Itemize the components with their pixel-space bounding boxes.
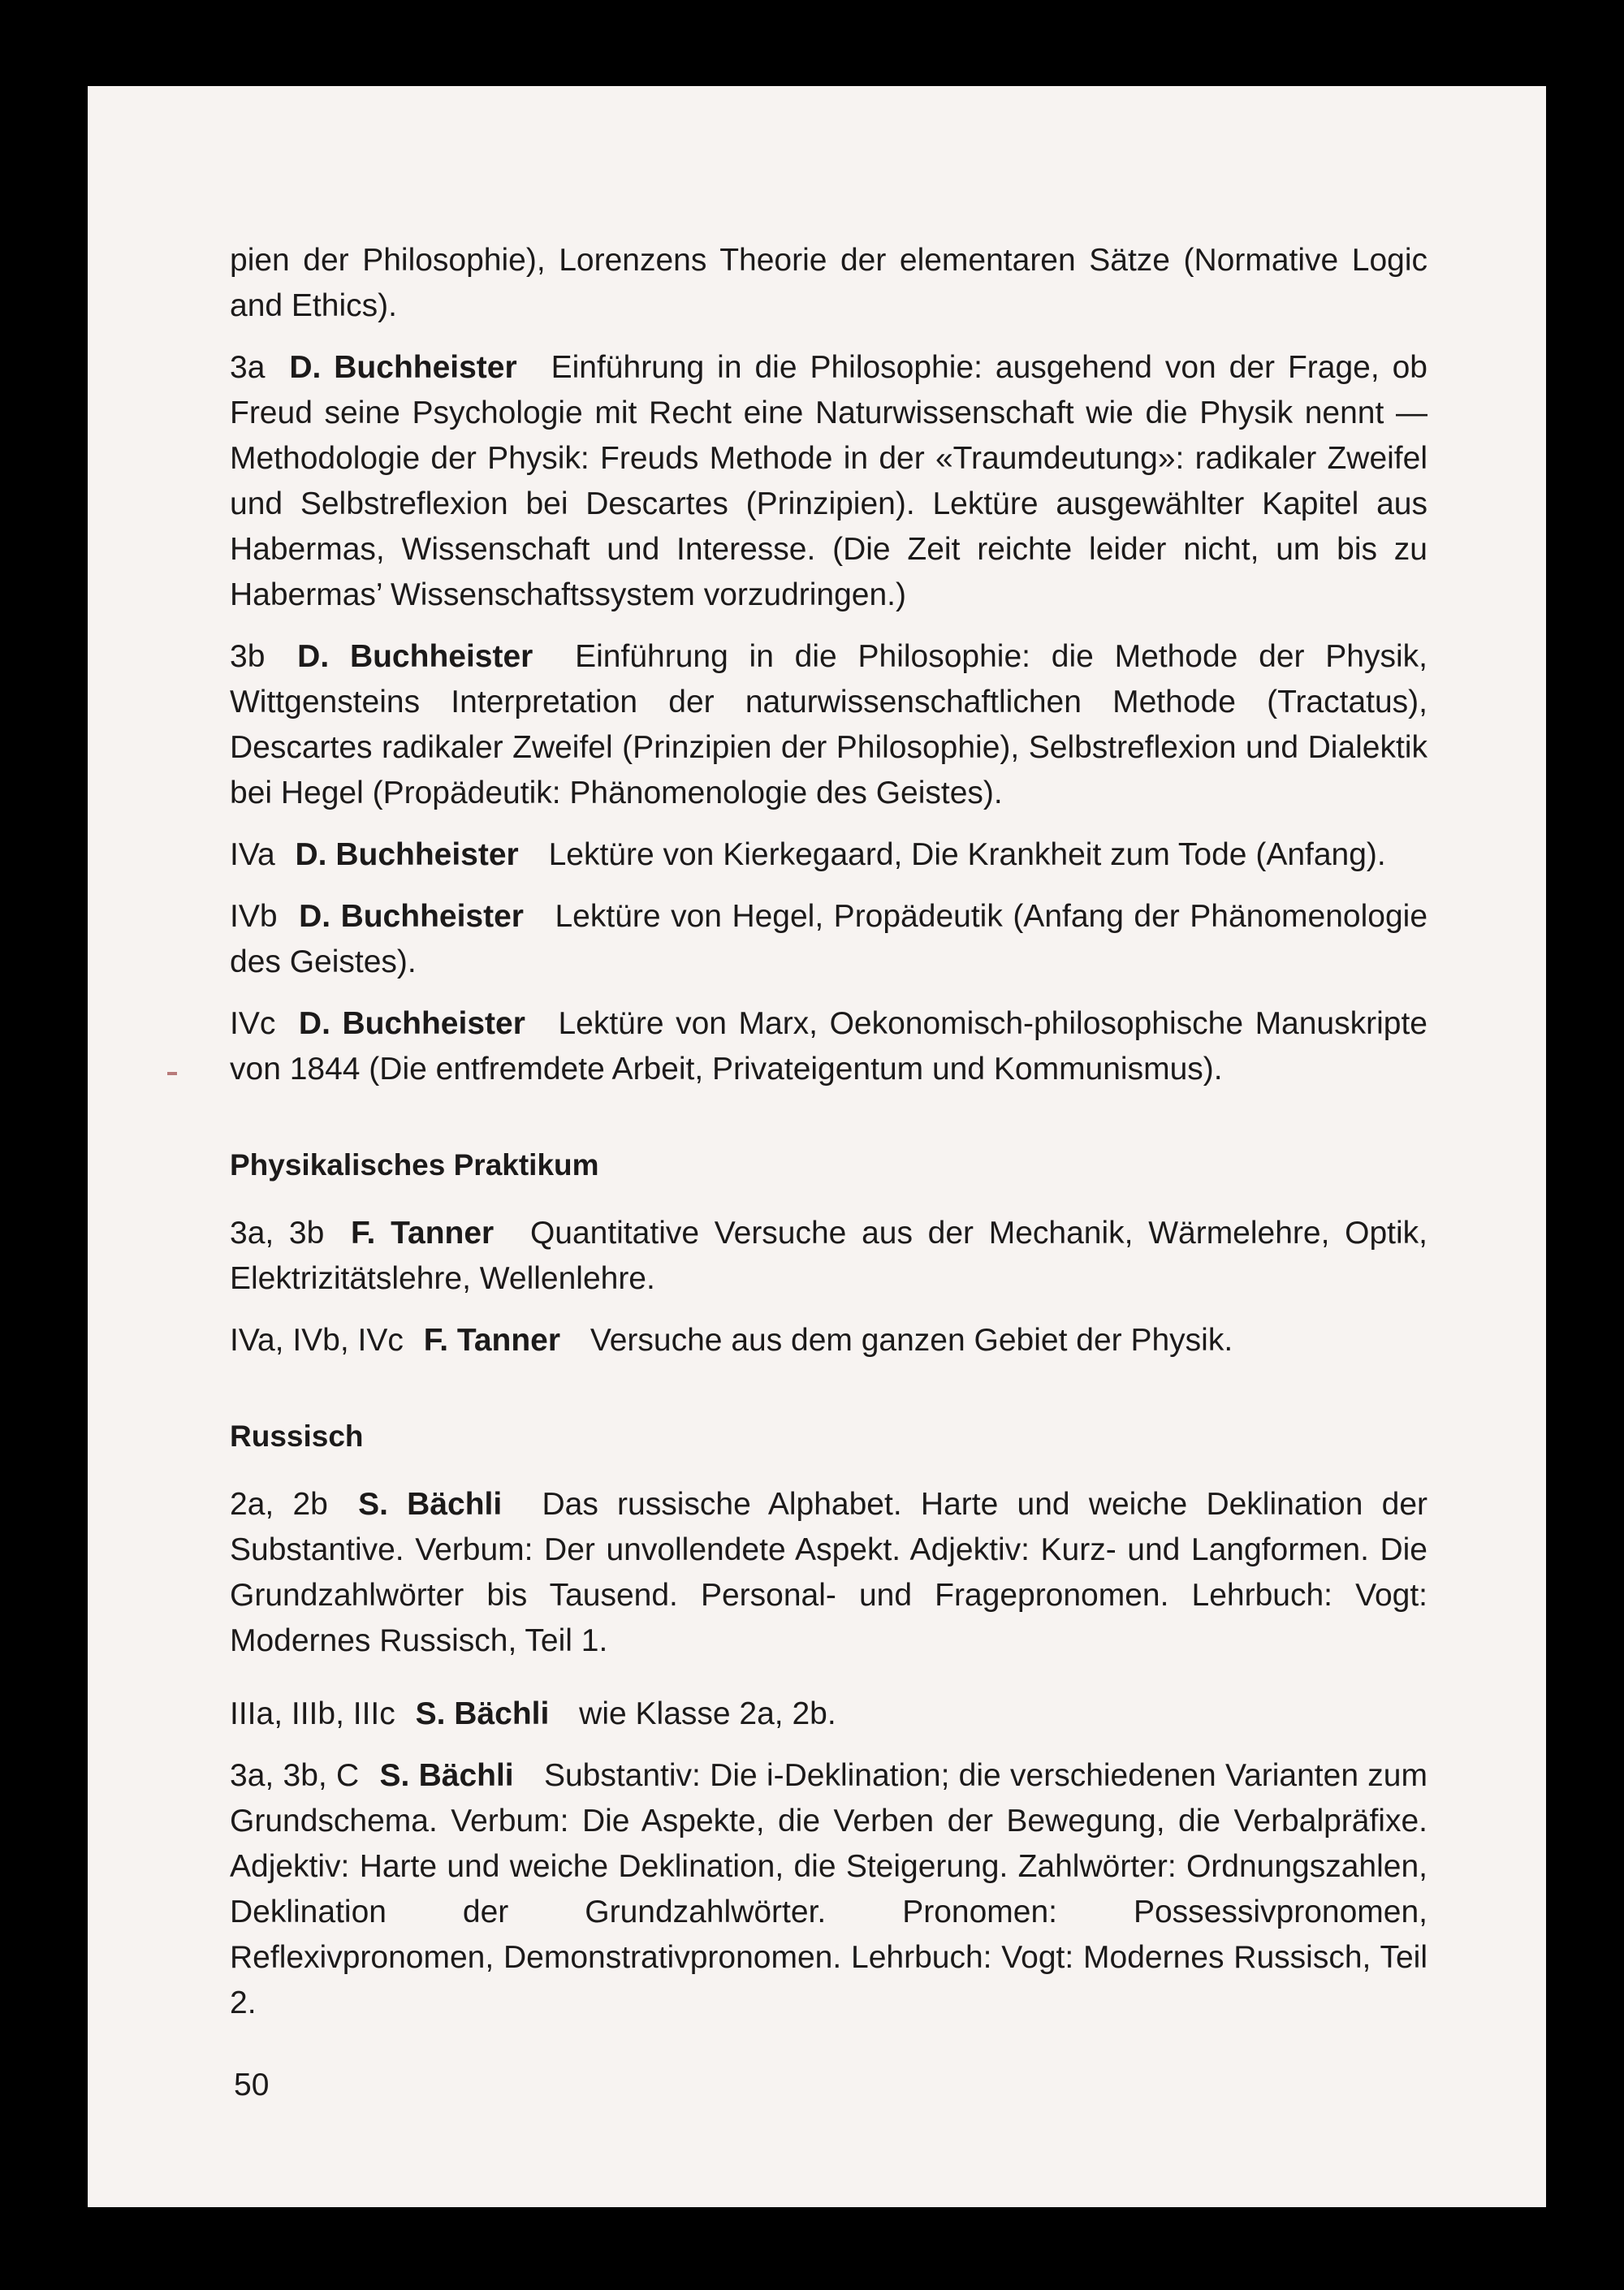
margin-mark [167, 1072, 177, 1075]
class-code: 3b [230, 639, 266, 674]
teacher-name: D. Buchheister [295, 837, 519, 872]
teacher-name: S. Bächli [379, 1758, 514, 1793]
course-description: Lektüre von Marx, Oekonomisch-philosophische Manuskripte von 1844 (Die entfremdete Arbeit, Privateigentum und Kommunismus). [230, 1006, 1427, 1087]
course-description: Einführung in die Philosophie: ausgehend von der Frage, ob Freud seine Psychologie mit Recht eine Naturwissenschaft wie die Physik nennt — Methodologie der Physik: Freuds Methode in der «Traumdeutung»: radikaler Zweifel und Selbstreflexion bei Descartes (Prinzipien). Lektüre ausgewählter Kapitel aus Habermas, Wissenschaft und Interesse. (Die Zeit reichte leider nicht, um bis zu Habermas’ Wissenschaftssystem vorzudringen.) [230, 350, 1427, 612]
class-code: 3a, 3b [230, 1216, 325, 1251]
course-description: Versuche aus dem ganzen Gebiet der Physik. [590, 1323, 1233, 1358]
course-description: Substantiv: Die i-Deklination; die verschiedenen Varianten zum Grundschema. Verbum: Die Aspekte, die Verben der Bewegung, die Verbalpräfixe. Adjektiv: Harte und weiche Deklination, die Steigerung. Zahlwörter: Ordnungszahlen, Deklination der Grundzahlwörter. Pronomen: Possessivpronomen, Reflexivpronomen, Demonstrativpronomen. Lehrbuch: Vogt: Modernes Russisch, Teil 2. [230, 1758, 1427, 2020]
class-code: 3a [230, 350, 266, 385]
intro-paragraph: pien der Philosophie), Lorenzens Theorie der elementaren Sätze (Normative Logic and Ethics). [230, 243, 1427, 323]
teacher-name: D. Buchheister [297, 639, 533, 674]
page-number: 50 [234, 2067, 270, 2102]
course-description: wie Klasse 2a, 2b. [579, 1696, 836, 1731]
course-entry [230, 894, 1427, 985]
class-code: IVa, IVb, IVc [230, 1323, 404, 1358]
class-code: IVc [230, 1006, 276, 1041]
section-heading: Russisch [230, 1419, 364, 1453]
course-description: Lektüre von Kierkegaard, Die Krankheit zum Tode (Anfang). [548, 837, 1386, 872]
section-heading: Physikalisches Praktikum [230, 1148, 599, 1182]
course-description: Das russische Alphabet. Harte und weiche Deklination der Substantive. Verbum: Der unvollendete Aspekt. Adjektiv: Kurz- und Langformen. Die Grundzahlwörter bis Tausend. Personal- und Fragepronomen. Lehrbuch: Vogt: Modernes Russisch, Teil 1. [230, 1487, 1427, 1658]
course-entry [230, 1692, 1427, 1737]
course-entry [230, 1318, 1427, 1363]
teacher-name: D. Buchheister [289, 350, 517, 385]
course-entry [230, 1753, 1427, 2026]
course-entry [230, 1001, 1427, 1092]
page-content [230, 238, 1427, 2042]
class-code: 2a, 2b [230, 1487, 328, 1522]
teacher-name: S. Bächli [415, 1696, 550, 1731]
teacher-name: F. Tanner [351, 1216, 495, 1251]
class-code: IVa [230, 837, 275, 872]
class-code: IVb [230, 899, 278, 934]
teacher-name: D. Buchheister [298, 1006, 525, 1041]
course-entry [230, 1211, 1427, 1302]
course-entry [230, 345, 1427, 618]
teacher-name: S. Bächli [358, 1487, 503, 1522]
course-entry [230, 832, 1427, 878]
course-description: Einführung in die Philosophie: die Methode der Physik, Wittgensteins Interpretation der naturwissenschaftlichen Methode (Tractatus), Descartes radikaler Zweifel (Prinzipien der Philosophie), Selbstreflexion und Dialektik bei Hegel (Propädeutik: Phänomenologie des Geistes). [230, 639, 1427, 810]
course-description: Lektüre von Hegel, Propädeutik (Anfang der Phänomenologie des Geistes). [230, 899, 1428, 979]
class-code: 3a, 3b, C [230, 1758, 360, 1793]
course-entry [230, 634, 1427, 816]
scanned-page [88, 86, 1546, 2207]
course-entry [230, 1482, 1427, 1664]
teacher-name: D. Buchheister [299, 899, 524, 934]
course-description: Quantitative Versuche aus der Mechanik, Wärmelehre, Optik, Elektrizitätslehre, Wellenlehre. [230, 1216, 1427, 1296]
class-code: IIIa, IIIb, IIIc [230, 1696, 395, 1731]
teacher-name: F. Tanner [423, 1323, 561, 1358]
